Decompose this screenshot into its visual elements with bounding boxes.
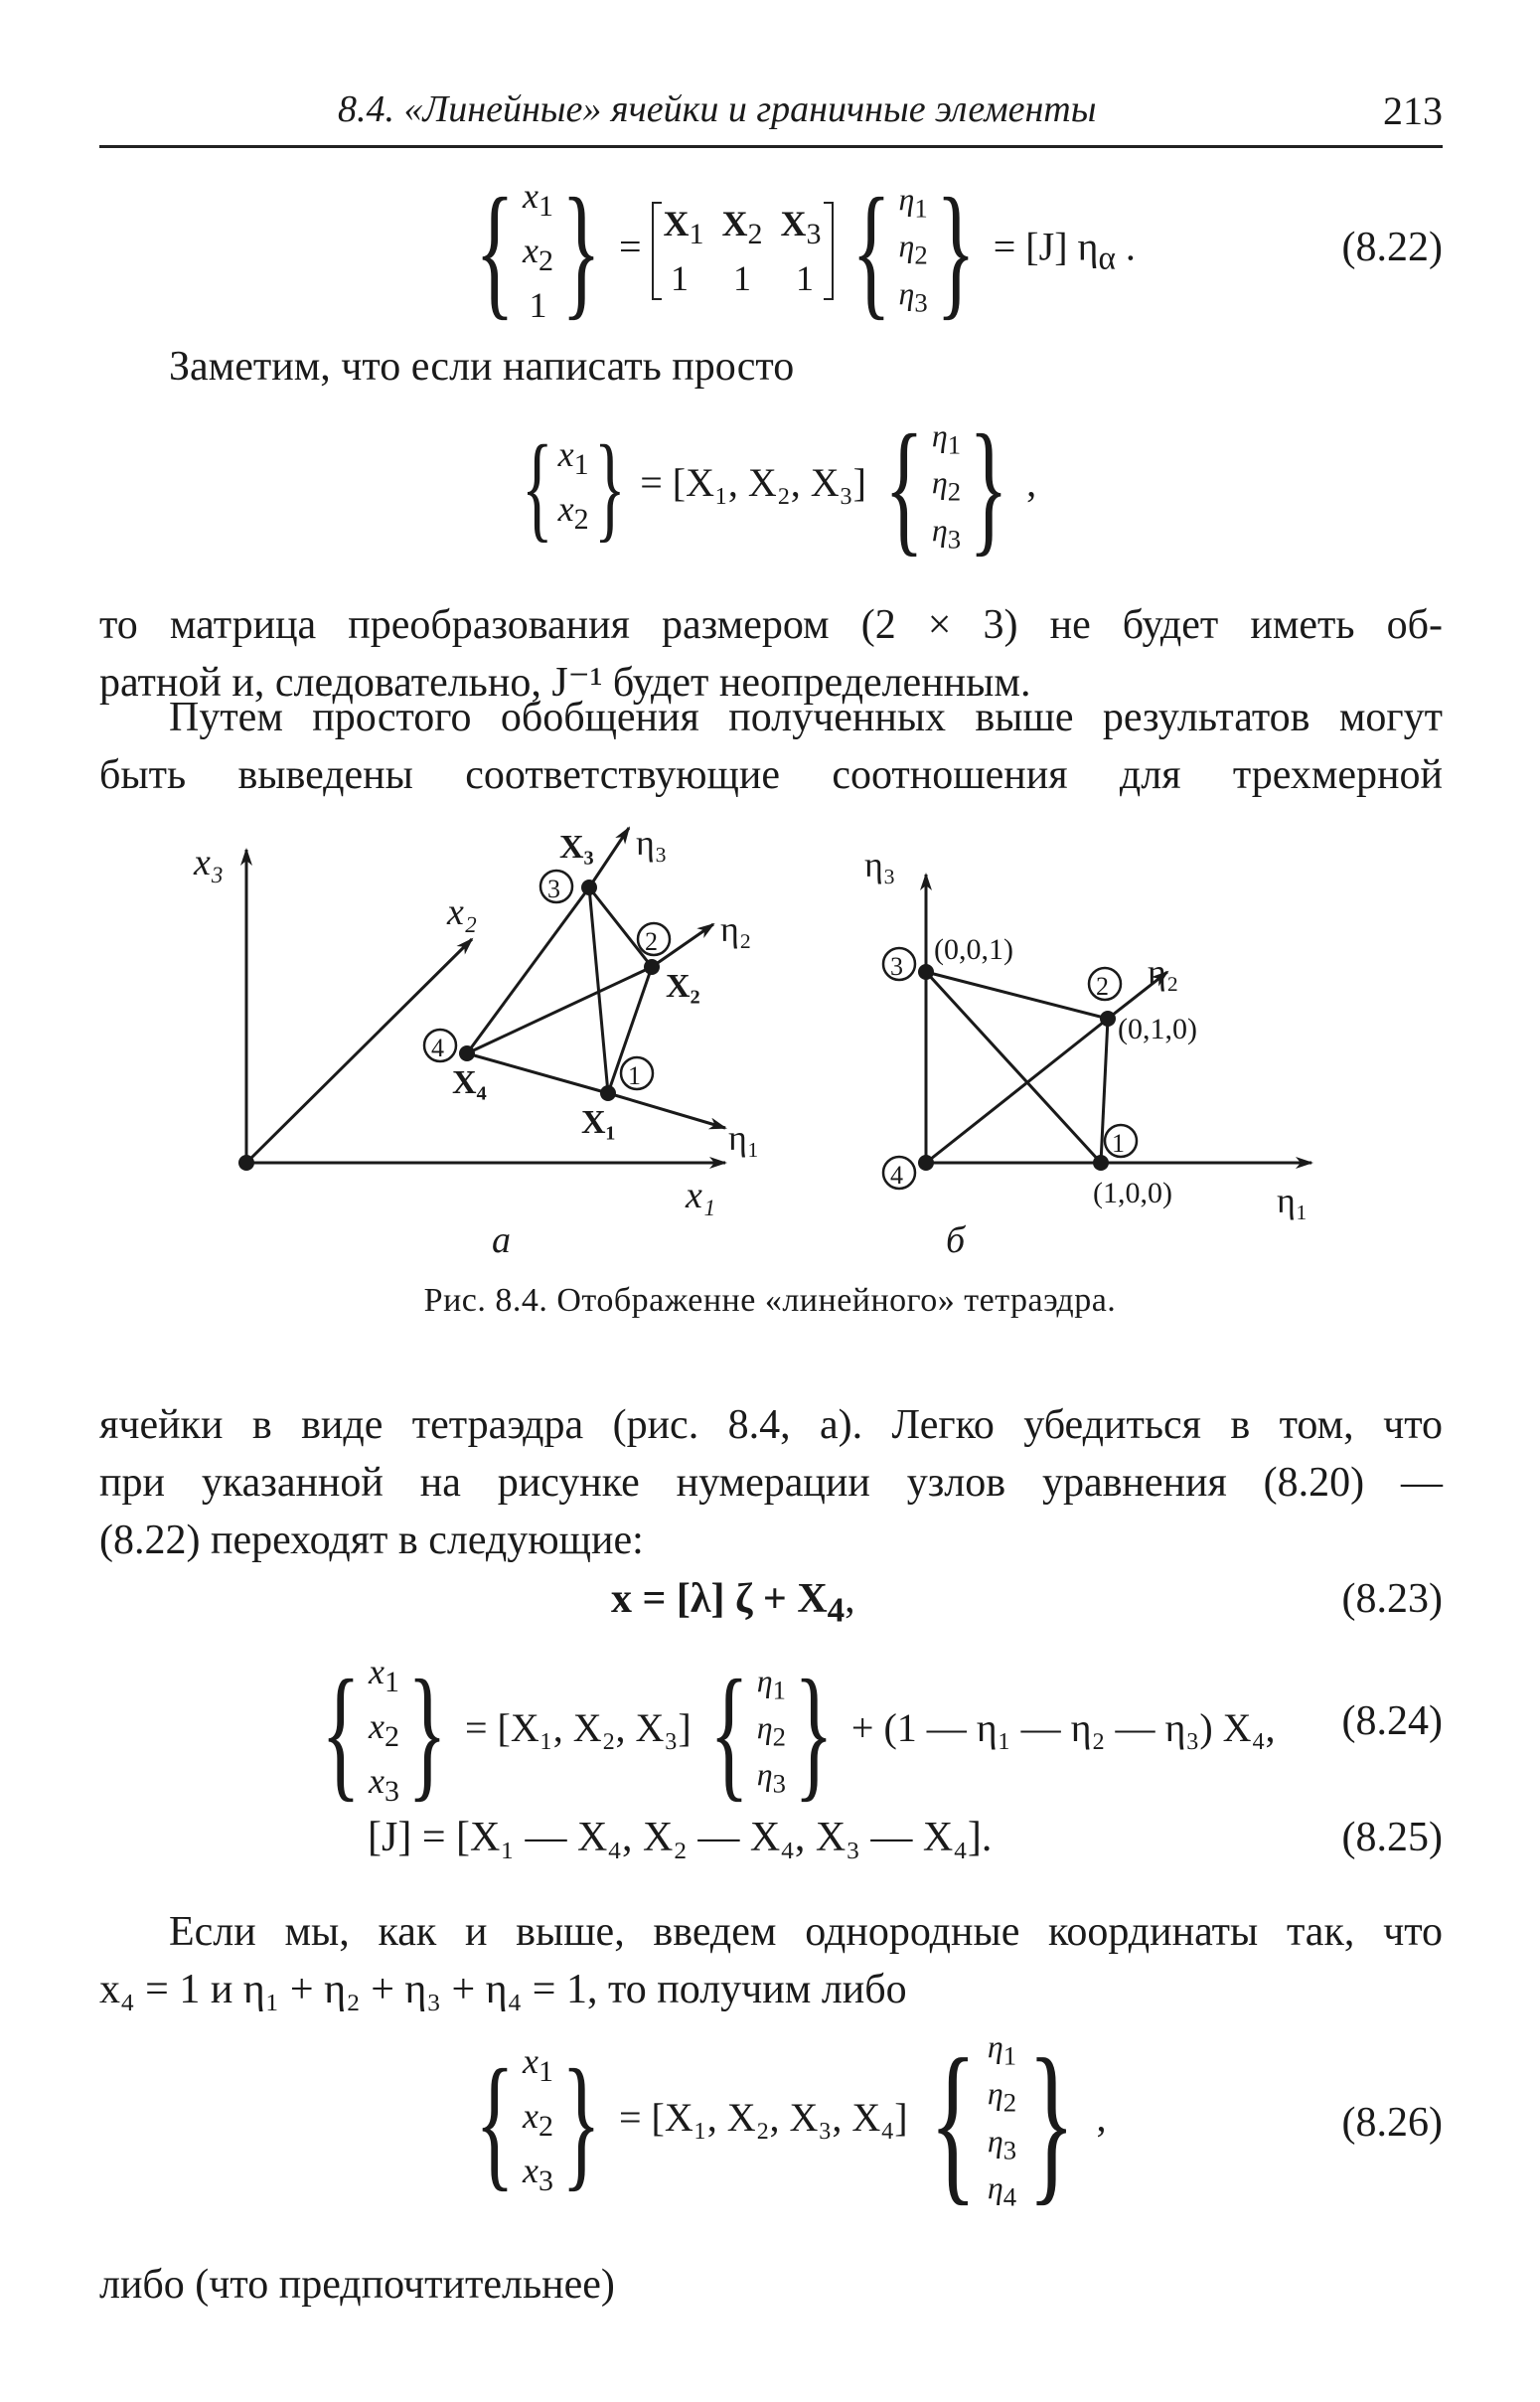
label-eta3-b: η₃ — [864, 845, 896, 884]
equation-8-23 — [99, 1575, 1443, 1635]
b-edge-3-2 — [926, 972, 1108, 1019]
badge-text-4-b: 4 — [890, 1161, 903, 1190]
paragraph-4 — [99, 1396, 1443, 1569]
p2-line-2: ратной и, следовательно, J⁻¹ будет неопределенным. — [99, 660, 1031, 706]
p2-line-1: то матрица преобразования размером (2 × 3) не будет иметь об- — [99, 602, 1443, 648]
eq-822-rhs: = [J] η — [993, 224, 1099, 269]
panel-b-label: б — [946, 1219, 966, 1261]
vertex-4-a — [459, 1045, 475, 1061]
eq-simple-mid: = [X₁, X₂, X₃] — [640, 460, 866, 506]
eq-824-tag: (8.24) — [1341, 1698, 1443, 1744]
eq-822-tag: (8.22) — [1341, 225, 1443, 270]
vertex-3-b — [918, 964, 934, 980]
paragraph-6 — [99, 2256, 1443, 2314]
label-X2: X₂ — [666, 968, 700, 1005]
b-edge-3-1 — [926, 972, 1101, 1163]
badge-text-1-a: 1 — [628, 1061, 641, 1090]
eta1-arrow-a — [608, 1093, 725, 1128]
label-x2: x₂ — [447, 891, 478, 933]
label-001: (0,0,1) — [934, 933, 1013, 966]
badge-text-1-b: 1 — [1112, 1129, 1125, 1158]
p3-line-1: Путем простого обобщения полученных выше результатов могут — [169, 695, 1443, 740]
vertex-4-b — [918, 1155, 934, 1171]
eq-826-mid: = [X₁, X₂, X₃, X₄] — [618, 2094, 908, 2140]
edge-4-2 — [467, 967, 652, 1053]
figure-caption: Рис. 8.4. Отображенне «линейного» тетраэдра. — [423, 1282, 1117, 1319]
p4-line-3: (8.22) переходят в следующие: — [99, 1518, 644, 1563]
label-x3: x₃ — [194, 842, 225, 883]
page-number: 213 — [1383, 88, 1443, 133]
origin-dot-a — [238, 1155, 254, 1171]
eq-823-tag: (8.23) — [1341, 1576, 1443, 1622]
vertex-1-b — [1093, 1155, 1109, 1171]
p3-line-2: быть выведены соответствующие соотношения для трехмерной — [99, 752, 1443, 798]
panel-a-label: а — [492, 1219, 511, 1261]
label-eta2-a: η₂ — [720, 909, 752, 949]
vertex-3-a — [581, 880, 597, 895]
badge-text-3-b: 3 — [890, 952, 903, 981]
badge-text-2-a: 2 — [645, 927, 658, 956]
label-eta1-a: η₁ — [728, 1118, 760, 1158]
eq-824-tail: + (1 — η₁ — η₂ — η₃) X₄, — [850, 1704, 1276, 1750]
edge-4-3 — [467, 887, 589, 1053]
badge-text-3-a: 3 — [547, 875, 560, 903]
label-X1: X₁ — [581, 1104, 616, 1141]
eq-simple-body: { $x_1$ $x_2\} = [X_1$, X₂, X₃] { $\eta_1$ $\eta_2$ $\eta_3$} , — [521, 404, 1037, 569]
vertex-1-a — [600, 1085, 616, 1101]
vertex-2-b — [1100, 1011, 1116, 1027]
p5-line-2: x₄ = 1 и η₁ + η₂ + η₃ + η₄ = 1, то получим либо — [99, 1967, 907, 2012]
eq-826-tag: (8.26) — [1341, 2100, 1443, 2146]
label-X4: X₄ — [452, 1064, 487, 1101]
eq-825-body — [368, 1814, 992, 1861]
eta3-arrow-a — [589, 828, 629, 887]
eta2-arrow-a — [652, 924, 713, 967]
label-eta2-b: η₂ — [1148, 952, 1179, 992]
eq-824-body: { $x_1$ $x_2$ $x_3\} = [X_1$, X₂, X₃] { $\eta_1$ $\eta_2$ $\eta_3\} + (1$ — η₁ — η₂ — η₃) X₄, — [321, 1649, 1276, 1815]
eq-824-mid: = [X₁, X₂, X₃] — [464, 1704, 692, 1750]
eq-823-body: x = [λ] $\zeta + X_4$, — [611, 1576, 855, 1630]
eq-825-tag: (8.25) — [1341, 1815, 1443, 1860]
p5-line-1: Если мы, как и выше, введем однородные координаты так, что — [169, 1909, 1443, 1955]
equation-8-25 — [99, 1814, 1443, 1873]
p4-line-2: при указанной на рисунке нумерации узлов уравнения (8.20) — — [99, 1460, 1443, 1506]
eq-826-body: { $x_1$ $x_2$ $x_3\} = [X_1$, X₂, X₃, X₄] { $\eta_1$ $\eta_2$ $\eta_3$ $\eta_4$} , — [475, 2021, 1107, 2220]
eq-825-text: [J] = [X₁ — X₄, X₂ — X₄, X₃ — X₄]. — [368, 1815, 993, 1860]
eq-822-body: { $x_1$ $x_2$ $1\} = X_1$ $X_2$ $X_3$ 1 1 1 { $\eta_1$ $\eta_2$ $\eta_3\} = [J]$ $\eta_\alpha$ . — [475, 168, 1136, 334]
p6-text: либо (что предпочтительнее) — [99, 2262, 615, 2308]
header-title: 8.4. «Линейные» ячейки и граничные элементы — [338, 88, 1097, 130]
p4-line-1: ячейки в виде тетраэдра (рис. 8.4, а). Легко убедиться в том, что — [99, 1402, 1443, 1448]
label-eta1-b: η₁ — [1277, 1181, 1309, 1220]
badge-text-2-b: 2 — [1096, 972, 1109, 1001]
label-100: (1,0,0) — [1093, 1177, 1172, 1209]
label-X3: X₃ — [559, 829, 594, 866]
label-010: (0,1,0) — [1118, 1013, 1197, 1045]
equation-8-24 — [99, 1649, 1443, 1815]
paragraph-5 — [99, 1903, 1443, 2018]
equation-8-26 — [99, 2021, 1443, 2220]
label-eta3-a: η₃ — [636, 823, 668, 863]
eq-823-text: x = [λ] ζ + X — [611, 1576, 828, 1622]
label-x1: x₁ — [686, 1175, 716, 1216]
badge-text-4-a: 4 — [431, 1034, 444, 1062]
vertex-2-a — [644, 959, 660, 975]
p1-text: Заметим, что если написать просто — [169, 344, 795, 390]
edge-4-1 — [467, 1053, 608, 1093]
